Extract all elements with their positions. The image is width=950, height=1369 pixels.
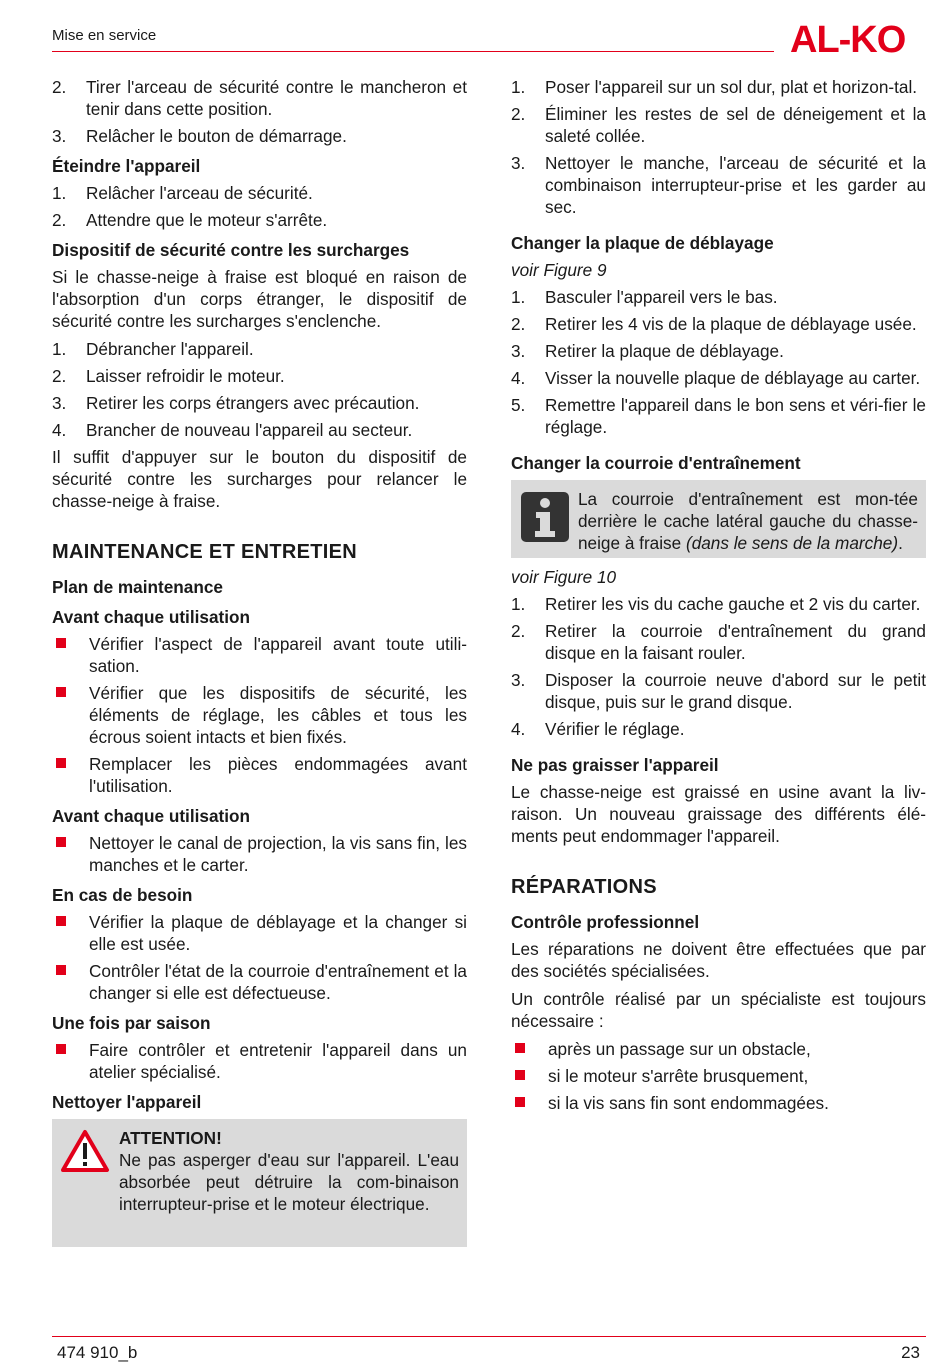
list-item: 1. Retirer les vis du cache gauche et 2 vis du carter. — [511, 594, 921, 614]
list-item: 2. Éliminer les restes de sel de déneigement et la saleté collée. — [511, 104, 926, 146]
list-item: 4. Vérifier le réglage. — [511, 719, 685, 739]
bullets-if-needed — [52, 911, 467, 1004]
list-item: 2. Retirer la courroie d'entraînement du grand disque en la faisant rouler. — [511, 621, 926, 663]
bullets-once-per-season — [52, 1039, 467, 1083]
bullet-square-icon — [56, 837, 66, 847]
plate-steps-list — [511, 286, 926, 438]
header-section-label: Mise en service — [52, 27, 157, 44]
list-item: 1. Débrancher l'appareil. — [52, 339, 254, 359]
paragraph-overload: Si le chasse-neige à fraise est bloqué en raison de l'absorption d'un corps étranger, le dispositif de sécurité contre les surcharges s'enclenche. — [52, 267, 467, 331]
paragraph-professional-2: Un contrôle réalisé par un spécialiste est toujours nécessaire : — [511, 989, 926, 1031]
right-column — [511, 76, 926, 1119]
list-item: si la vis sans fin sont endommagées. — [511, 1092, 926, 1114]
svg-text:AL-KO: AL-KO — [790, 19, 906, 58]
list-item: 1. Basculer l'appareil vers le bas. — [511, 287, 778, 307]
bullet-square-icon — [515, 1070, 525, 1080]
list-item: 2. Retirer les 4 vis de la plaque de déblayage usée. — [511, 314, 917, 334]
heading-switch-off: Éteindre l'appareil — [52, 156, 201, 176]
list-item: 2. Attendre que le moteur s'arrête. — [52, 210, 328, 230]
heading-overload: Dispositif de sécurité contre les surcharges — [52, 240, 410, 260]
heading-no-grease: Ne pas graisser l'appareil — [511, 755, 719, 775]
info-text: La courroie d'entraînement est mon-tée derrière le cache latéral gauche du chasse-neige à fraise (dans le sens de la marche). — [578, 489, 918, 553]
document-code: 474 910_b — [57, 1343, 138, 1362]
heading-if-needed: En cas de besoin — [52, 885, 193, 905]
list-item: 3. Relâcher le bouton de démarrage. — [52, 126, 347, 146]
heading-before-use-2: Avant chaque utilisation — [52, 806, 250, 826]
list-item: 5. Remettre l'appareil dans le bon sens et véri-fier le réglage. — [511, 395, 926, 437]
bullet-square-icon — [515, 1043, 525, 1053]
startup-steps-list — [52, 76, 467, 147]
list-item: si le moteur s'arrête brusquement, — [511, 1065, 926, 1087]
list-item: 2. Tirer l'arceau de sécurité contre le mancheron et tenir dans cette position. — [52, 77, 467, 119]
paragraph-reset: Il suffit d'appuyer sur le bouton du dispositif de sécurité contre les surcharges pour relancer le chasse-neige à fraise. — [52, 447, 467, 511]
list-item: Faire contrôler et entretenir l'appareil dans un atelier spécialisé. — [52, 1039, 467, 1083]
bullet-square-icon — [56, 1044, 66, 1054]
list-item: 1. Relâcher l'arceau de sécurité. — [52, 183, 313, 203]
switch-off-steps-list — [52, 182, 467, 231]
list-item: 3. Disposer la courroie neuve d'abord sur le petit disque, puis sur le grand disque. — [511, 670, 926, 712]
heading-maintenance-plan: Plan de maintenance — [52, 577, 223, 597]
info-box — [511, 480, 926, 558]
list-item: 2. Laisser refroidir le moteur. — [52, 366, 285, 386]
list-item: Remplacer les pièces endommagées avant l'utilisation. — [52, 753, 467, 797]
list-item: Vérifier que les dispositifs de sécurité, les éléments de réglage, les câbles et tous les écrous soient intacts et bien fixés. — [52, 682, 467, 748]
belt-steps-list — [511, 593, 926, 740]
warning-title: ATTENTION! — [119, 1128, 222, 1148]
warning-triangle-icon — [60, 1129, 110, 1173]
footer-divider — [52, 1336, 926, 1337]
heading-clean-device: Nettoyer l'appareil — [52, 1092, 202, 1112]
list-item: 4. Brancher de nouveau l'appareil au secteur. — [52, 420, 413, 440]
list-item: Vérifier la plaque de déblayage et la changer si elle est usée. — [52, 911, 467, 955]
header-divider — [52, 51, 774, 52]
section-title-repairs: RÉPARATIONS — [511, 876, 657, 898]
list-item: 1. Poser l'appareil sur un sol dur, plat et horizon-tal. — [511, 77, 918, 97]
paragraph-no-grease: Le chasse-neige est graissé en usine avant la liv-raison. Un nouveau graissage des différents élé-ments peut endommager l'appareil. — [511, 782, 926, 846]
paragraph-professional-1: Les réparations ne doivent être effectuées que par des sociétés spécialisées. — [511, 939, 926, 981]
bullets-before-use-2 — [52, 832, 467, 876]
bullet-square-icon — [56, 916, 66, 926]
section-title-maintenance: MAINTENANCE ET ENTRETIEN — [52, 541, 357, 563]
figure-ref-plate: voir Figure 9 — [511, 260, 607, 280]
page-number: 23 — [901, 1343, 920, 1362]
bullet-square-icon — [56, 638, 66, 648]
warning-box — [52, 1119, 467, 1247]
list-item: Nettoyer le canal de projection, la vis sans fin, les manches et le carter. — [52, 832, 467, 876]
list-item: 3. Retirer les corps étrangers avec précaution. — [52, 393, 420, 413]
bullet-square-icon — [515, 1097, 525, 1107]
list-item: Contrôler l'état de la courroie d'entraînement et la changer si elle est défectueuse. — [52, 960, 467, 1004]
heading-once-per-season: Une fois par saison — [52, 1013, 211, 1033]
alko-logo — [790, 18, 928, 58]
heading-professional-check: Contrôle professionnel — [511, 912, 700, 932]
left-column — [52, 76, 467, 1255]
bullets-before-use-1 — [52, 633, 467, 797]
bullet-square-icon — [56, 758, 66, 768]
bullet-square-icon — [56, 687, 66, 697]
info-icon — [521, 492, 569, 542]
heading-before-use-1: Avant chaque utilisation — [52, 607, 250, 627]
heading-change-plate: Changer la plaque de déblayage — [511, 233, 774, 253]
bullet-square-icon — [56, 965, 66, 975]
heading-change-belt: Changer la courroie d'entraînement — [511, 453, 801, 473]
figure-ref-belt: voir Figure 10 — [511, 567, 617, 587]
list-item: 3. Nettoyer le manche, l'arceau de sécurité et la combinaison interrupteur-prise et les garder au sec. — [511, 153, 926, 217]
list-item: 4. Visser la nouvelle plaque de déblayage au carter. — [511, 368, 921, 388]
cleaning-steps-list — [511, 76, 926, 218]
overload-steps-list — [52, 338, 467, 441]
list-item: 3. Retirer la plaque de déblayage. — [511, 341, 784, 361]
warning-text: Ne pas asperger d'eau sur l'appareil. L'eau absorbée peut détruire la com-binaison interrupteur-prise et le moteur électrique. — [119, 1150, 459, 1214]
list-item: après un passage sur un obstacle, — [511, 1038, 926, 1060]
bullets-professional — [511, 1038, 926, 1114]
list-item: Vérifier l'aspect de l'appareil avant toute utili-sation. — [52, 633, 467, 677]
